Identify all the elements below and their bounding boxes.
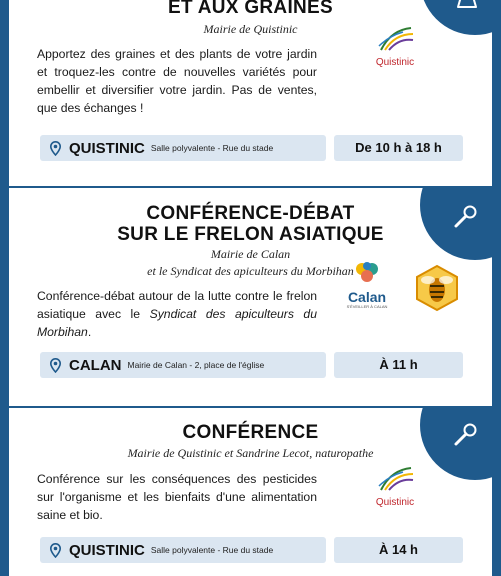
event-title: ET AUX GRAINES [167,0,333,18]
time-bar: À 14 h [334,537,463,563]
event-card-troc [9,0,492,186]
bee-logo [409,264,465,317]
calan-logo-mark [352,261,382,285]
location-city: CALAN [69,356,122,374]
event-card-frelon [9,188,492,406]
location-city: QUISTINIC [69,139,145,157]
quistinic-logo-mark [375,466,415,492]
location-address: Salle polyvalente - Rue du stade [150,143,274,153]
event-title: CONFÉRENCE-DÉBAT SUR LE FRELON ASIATIQUE [117,203,384,245]
time-bar: À 11 h [334,352,463,378]
location-bar [40,352,326,378]
quistinic-logo: Quistinic [365,26,425,68]
location-bar [40,537,326,563]
event-card-conference [9,408,492,576]
event-title: CONFÉRENCE [182,422,319,443]
location-bar [40,135,326,161]
calan-logo-text: Calan [347,289,387,305]
calan-logo [339,261,395,310]
calan-logo-tagline: S'ÉVEILLER À CALAN [346,304,388,309]
event-organizer: Mairie de Calan et le Syndicat des apiculteurs du Morbihan [147,247,354,278]
location-pin-icon [50,358,61,373]
event-organizer: Mairie de Quistinic et Sandrine Lecot, naturopathe [127,446,374,460]
corner-badge [420,408,492,480]
event-description: Conférence-débat autour de la lutte contre le frelon asiatique avec le Syndicat des apiculteurs du Morbihan. [37,289,317,339]
event-description: Conférence sur les conséquences des pesticides sur l'organisme et les bienfaits d'une alimentation saine et bio. [37,472,317,522]
location-address: Mairie de Calan - 2, place de l'église [127,360,265,370]
time-bar: De 10 h à 18 h [334,135,463,161]
location-pin-icon [50,543,61,558]
quistinic-logo: Quistinic [365,466,425,508]
bee-icon [411,264,463,312]
location-city: QUISTINIC [69,541,145,559]
event-description: Apportez des graines et des plants de votre jardin et troquez-les contre de nouvelles variétés pour embellir et diversifier votre jardin. Pas de ventes, que des échanges ! [37,47,317,115]
location-pin-icon [50,141,61,156]
quistinic-logo-mark [375,26,415,52]
location-address: Salle polyvalente - Rue du stade [150,545,274,555]
event-organizer: Mairie de Quistinic [203,22,298,36]
